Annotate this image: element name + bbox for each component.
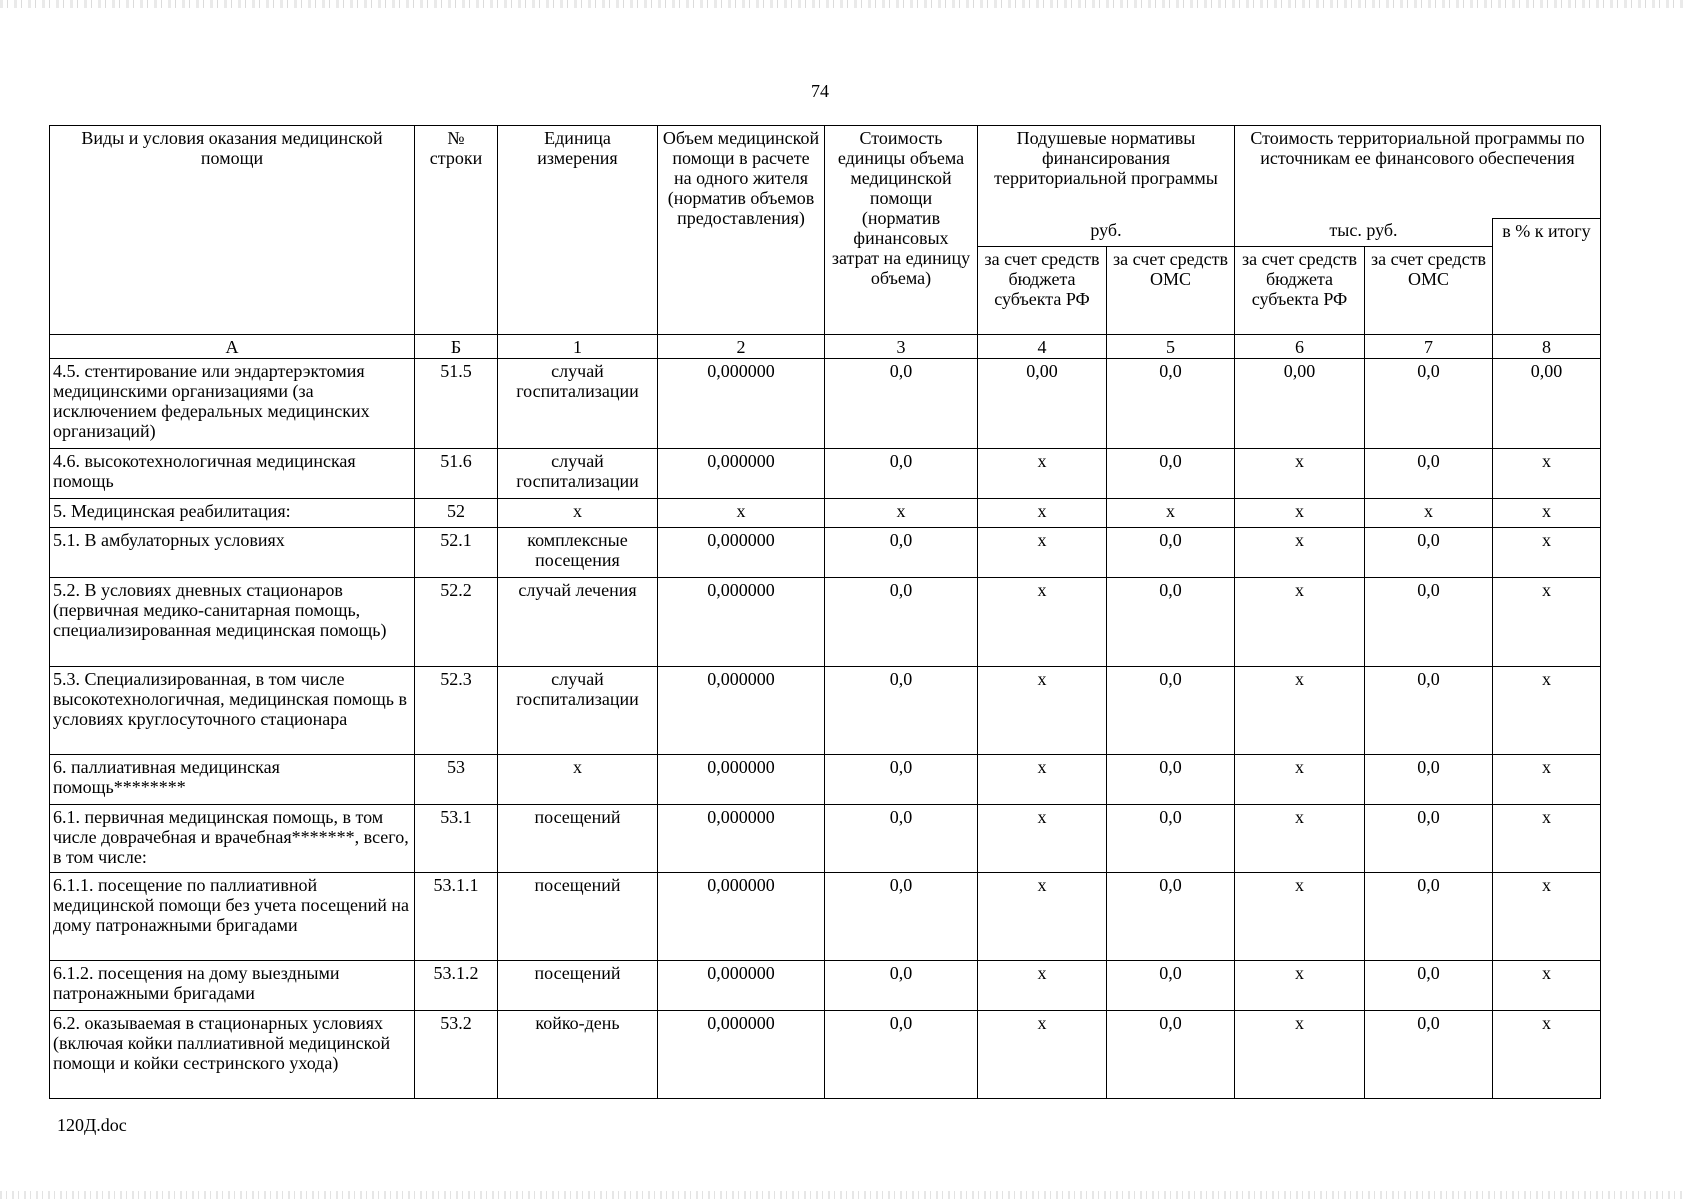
- row-cost-oms: 0,0: [1365, 805, 1493, 873]
- row-unit-cost: х: [825, 499, 978, 528]
- column-index: 1: [498, 335, 658, 359]
- row-cost-oms: 0,0: [1365, 449, 1493, 499]
- row-unit-cost: 0,0: [825, 755, 978, 805]
- row-pct-total: х: [1493, 961, 1601, 1011]
- row-volume: 0,000000: [658, 755, 825, 805]
- row-cost-oms: 0,0: [1365, 1011, 1493, 1099]
- row-pct-total: х: [1493, 449, 1601, 499]
- row-unit-cost: 0,0: [825, 667, 978, 755]
- row-volume: 0,000000: [658, 805, 825, 873]
- row-unit: х: [498, 755, 658, 805]
- column-index: 7: [1365, 335, 1493, 359]
- row-pct-total: х: [1493, 1011, 1601, 1099]
- row-unit-cost: 0,0: [825, 359, 978, 449]
- table-row: [50, 873, 1601, 961]
- row-percapita-oms: 0,0: [1107, 873, 1235, 961]
- row-volume: 0,000000: [658, 578, 825, 667]
- row-percapita-oms: 0,0: [1107, 805, 1235, 873]
- row-cost-budget: х: [1235, 578, 1365, 667]
- row-name: 6.1.2. посещения на дому выездными патронажными бригадами: [50, 961, 415, 1011]
- row-unit-cost: 0,0: [825, 528, 978, 578]
- header-col-a: Виды и условия оказания медицинской помощи: [50, 126, 415, 335]
- row-cost-budget: х: [1235, 449, 1365, 499]
- row-unit: посещений: [498, 961, 658, 1011]
- row-pct-total: х: [1493, 578, 1601, 667]
- row-volume: 0,000000: [658, 449, 825, 499]
- row-line-number: 53.1: [415, 805, 498, 873]
- row-percapita-budget: 0,00: [978, 359, 1107, 449]
- row-percapita-oms: 0,0: [1107, 961, 1235, 1011]
- row-line-number: 53.1.1: [415, 873, 498, 961]
- row-name: 5.1. В амбулаторных условиях: [50, 528, 415, 578]
- row-name: 5.2. В условиях дневных стационаров (первичная медико-санитарная помощь, специализированная медицинская помощь): [50, 578, 415, 667]
- row-cost-oms: 0,0: [1365, 667, 1493, 755]
- row-unit: случай госпитализации: [498, 667, 658, 755]
- row-unit: койко-день: [498, 1011, 658, 1099]
- row-percapita-budget: х: [978, 449, 1107, 499]
- table-row: [50, 961, 1601, 1011]
- row-unit: случай госпитализации: [498, 359, 658, 449]
- row-pct-total: х: [1493, 805, 1601, 873]
- row-cost-budget: х: [1235, 528, 1365, 578]
- table-row: [50, 805, 1601, 873]
- row-cost-budget: х: [1235, 961, 1365, 1011]
- row-unit-cost: 0,0: [825, 873, 978, 961]
- header-col-5: за счет средств ОМС: [1107, 247, 1235, 335]
- row-cost-oms: 0,0: [1365, 755, 1493, 805]
- row-name: 6.1. первичная медицинская помощь, в том числе доврачебная и врачебная*******, всего, в том числе:: [50, 805, 415, 873]
- row-line-number: 51.5: [415, 359, 498, 449]
- row-volume: 0,000000: [658, 961, 825, 1011]
- row-line-number: 53.1.2: [415, 961, 498, 1011]
- column-index: 8: [1493, 335, 1601, 359]
- row-cost-oms: 0,0: [1365, 359, 1493, 449]
- row-name: 5.3. Специализированная, в том числе высокотехнологичная, медицинская помощь в условиях круглосуточного стационара: [50, 667, 415, 755]
- row-unit-cost: 0,0: [825, 449, 978, 499]
- footer-filename: 120Д.doc: [57, 1115, 127, 1135]
- row-percapita-oms: 0,0: [1107, 667, 1235, 755]
- column-index-row: [50, 335, 1601, 359]
- row-pct-total: х: [1493, 667, 1601, 755]
- row-unit-cost: 0,0: [825, 578, 978, 667]
- row-line-number: 52: [415, 499, 498, 528]
- header-rub: руб.: [978, 218, 1235, 247]
- header-col-b: № строки: [415, 126, 498, 335]
- row-pct-total: х: [1493, 499, 1601, 528]
- row-percapita-oms: 0,0: [1107, 755, 1235, 805]
- row-cost-oms: 0,0: [1365, 528, 1493, 578]
- header-row-1: [50, 126, 1601, 219]
- row-cost-oms: 0,0: [1365, 961, 1493, 1011]
- column-index: 6: [1235, 335, 1365, 359]
- medical-care-table: [49, 125, 1601, 1099]
- row-unit: посещений: [498, 873, 658, 961]
- row-line-number: 53.2: [415, 1011, 498, 1099]
- row-volume: 0,000000: [658, 359, 825, 449]
- column-index: 5: [1107, 335, 1235, 359]
- row-cost-budget: х: [1235, 755, 1365, 805]
- row-volume: 0,000000: [658, 873, 825, 961]
- row-unit: х: [498, 499, 658, 528]
- column-index: Б: [415, 335, 498, 359]
- row-percapita-oms: 0,0: [1107, 449, 1235, 499]
- row-volume: 0,000000: [658, 1011, 825, 1099]
- row-unit: случай госпитализации: [498, 449, 658, 499]
- column-index: 4: [978, 335, 1107, 359]
- row-percapita-budget: х: [978, 578, 1107, 667]
- column-index: 2: [658, 335, 825, 359]
- header-group-per-capita: Подушевые нормативы финансирования территориальной программы: [978, 126, 1235, 219]
- header-col-6: за счет средств бюджета субъекта РФ: [1235, 247, 1365, 335]
- row-pct-total: 0,00: [1493, 359, 1601, 449]
- row-unit-cost: 0,0: [825, 805, 978, 873]
- row-cost-oms: х: [1365, 499, 1493, 528]
- row-percapita-budget: х: [978, 1011, 1107, 1099]
- row-percapita-oms: 0,0: [1107, 528, 1235, 578]
- table-row: [50, 578, 1601, 667]
- table-row: [50, 528, 1601, 578]
- row-cost-budget: х: [1235, 805, 1365, 873]
- row-line-number: 52.2: [415, 578, 498, 667]
- row-pct-total: х: [1493, 873, 1601, 961]
- row-percapita-oms: 0,0: [1107, 578, 1235, 667]
- table-body: [50, 359, 1601, 1099]
- header-pct-total: в % к итогу: [1493, 218, 1601, 335]
- row-line-number: 52.3: [415, 667, 498, 755]
- table-row: [50, 359, 1601, 449]
- row-percapita-oms: 0,0: [1107, 1011, 1235, 1099]
- header-col-3: Стоимость единицы объема медицинской помощи (норматив финансовых затрат на единицу объема): [825, 126, 978, 335]
- scan-artifact-top: [0, 0, 1686, 8]
- row-percapita-budget: х: [978, 961, 1107, 1011]
- page-number: 74: [811, 81, 829, 101]
- row-cost-budget: х: [1235, 499, 1365, 528]
- table-header: [50, 126, 1601, 359]
- row-unit: случай лечения: [498, 578, 658, 667]
- row-cost-oms: 0,0: [1365, 873, 1493, 961]
- header-thous-rub: тыс. руб.: [1235, 218, 1493, 247]
- row-percapita-budget: х: [978, 528, 1107, 578]
- row-pct-total: х: [1493, 755, 1601, 805]
- row-percapita-budget: х: [978, 873, 1107, 961]
- row-line-number: 52.1: [415, 528, 498, 578]
- row-pct-total: х: [1493, 528, 1601, 578]
- row-volume: 0,000000: [658, 528, 825, 578]
- table-row: [50, 667, 1601, 755]
- row-percapita-oms: 0,0: [1107, 359, 1235, 449]
- row-name: 5. Медицинская реабилитация:: [50, 499, 415, 528]
- table-row: [50, 449, 1601, 499]
- row-unit-cost: 0,0: [825, 961, 978, 1011]
- row-name: 4.6. высокотехнологичная медицинская помощь: [50, 449, 415, 499]
- row-name: 6. паллиативная медицинская помощь********: [50, 755, 415, 805]
- row-cost-budget: х: [1235, 873, 1365, 961]
- row-percapita-budget: х: [978, 499, 1107, 528]
- row-unit-cost: 0,0: [825, 1011, 978, 1099]
- row-percapita-budget: х: [978, 805, 1107, 873]
- row-cost-budget: х: [1235, 667, 1365, 755]
- header-col-2: Объем медицинской помощи в расчете на одного жителя (норматив объемов предоставления): [658, 126, 825, 335]
- table-row: [50, 755, 1601, 805]
- row-name: 4.5. стентирование или эндартерэктомия медицинскими организациями (за исключением федеральных медицинских организаций): [50, 359, 415, 449]
- row-line-number: 53: [415, 755, 498, 805]
- column-index: А: [50, 335, 415, 359]
- row-line-number: 51.6: [415, 449, 498, 499]
- column-index: 3: [825, 335, 978, 359]
- row-volume: х: [658, 499, 825, 528]
- row-cost-budget: х: [1235, 1011, 1365, 1099]
- row-percapita-budget: х: [978, 755, 1107, 805]
- header-col-1: Единица измерения: [498, 126, 658, 335]
- row-percapita-budget: х: [978, 667, 1107, 755]
- row-unit: комплексные посещения: [498, 528, 658, 578]
- header-col-7: за счет средств ОМС: [1365, 247, 1493, 335]
- header-col-4: за счет средств бюджета субъекта РФ: [978, 247, 1107, 335]
- row-cost-budget: 0,00: [1235, 359, 1365, 449]
- row-name: 6.2. оказываемая в стационарных условиях (включая койки паллиативной медицинской помощи и койки сестринского ухода): [50, 1011, 415, 1099]
- table-row: [50, 1011, 1601, 1099]
- row-cost-oms: 0,0: [1365, 578, 1493, 667]
- header-group-cost: Стоимость территориальной программы по источникам ее финансового обеспечения: [1235, 126, 1601, 219]
- row-name: 6.1.1. посещение по паллиативной медицинской помощи без учета посещений на дому патронажными бригадами: [50, 873, 415, 961]
- row-volume: 0,000000: [658, 667, 825, 755]
- row-percapita-oms: х: [1107, 499, 1235, 528]
- table-row: [50, 499, 1601, 528]
- scan-artifact-bottom: [0, 1191, 1686, 1199]
- row-unit: посещений: [498, 805, 658, 873]
